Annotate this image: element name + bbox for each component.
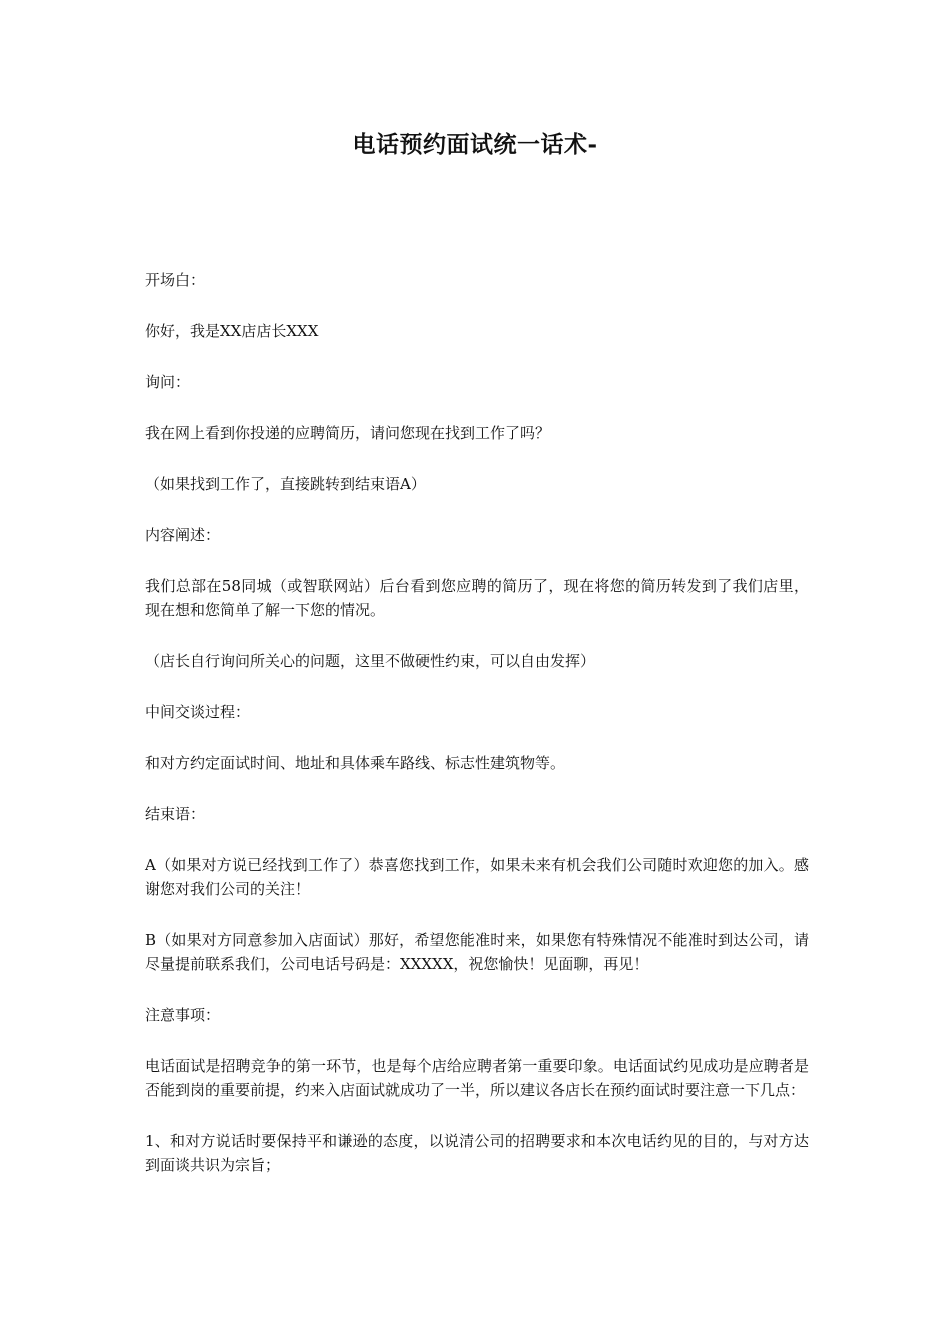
paragraph-opening-heading: 开场白： (145, 271, 206, 289)
paragraph-content-note: （店长自行询问所关心的问题，这里不做硬性约束，可以自由发挥） (145, 652, 596, 670)
paragraph-notes-intro: 电话面试是招聘竞争的第一环节，也是每个店给应聘者第一重要印象。电话面试约见成功是应聘者是否能到岗的重要前提，约来入店面试就成功了一半，所以建议各店长在预约面试时要注意一下几点： (145, 1057, 809, 1099)
document-title: 电话预约面试统一话术- (352, 131, 598, 158)
paragraph-notes-item-1: 1、和对方说话时要保持平和谦逊的态度，以说清公司的招聘要求和本次电话约见的目的，与对方达到面谈共识为宗旨； (145, 1132, 809, 1174)
paragraph-content-heading: 内容阐述： (145, 526, 221, 544)
paragraph-greeting: 你好，我是XX店店长XXX (145, 322, 319, 340)
paragraph-inquiry-note: （如果找到工作了，直接跳转到结束语A） (145, 475, 426, 493)
paragraph-content-body: 我们总部在58同城（或智联网站）后台看到您应聘的简历了，现在将您的简历转发到了我们店里，现在想和您简单了解一下您的情况。 (145, 577, 809, 619)
paragraph-conversation-body: 和对方约定面试时间、地址和具体乘车路线、标志性建筑物等。 (145, 754, 566, 772)
paragraph-closing-b: B（如果对方同意参加入店面试）那好，希望您能准时来，如果您有特殊情况不能准时到达公司，请尽量提前联系我们，公司电话号码是：XXXXX，祝您愉快！见面聊，再见！ (145, 931, 809, 973)
paragraph-conversation-heading: 中间交谈过程： (145, 703, 251, 721)
paragraph-inquiry-question: 我在网上看到你投递的应聘简历，请问您现在找到工作了吗？ (145, 424, 551, 442)
paragraph-notes-heading: 注意事项： (145, 1006, 221, 1024)
paragraph-closing-heading: 结束语： (145, 805, 206, 823)
paragraph-inquiry-heading: 询问： (145, 373, 191, 391)
document-body (145, 268, 809, 1204)
paragraph-closing-a: A（如果对方说已经找到工作了）恭喜您找到工作，如果未来有机会我们公司随时欢迎您的加入。感谢您对我们公司的关注！ (145, 856, 809, 898)
